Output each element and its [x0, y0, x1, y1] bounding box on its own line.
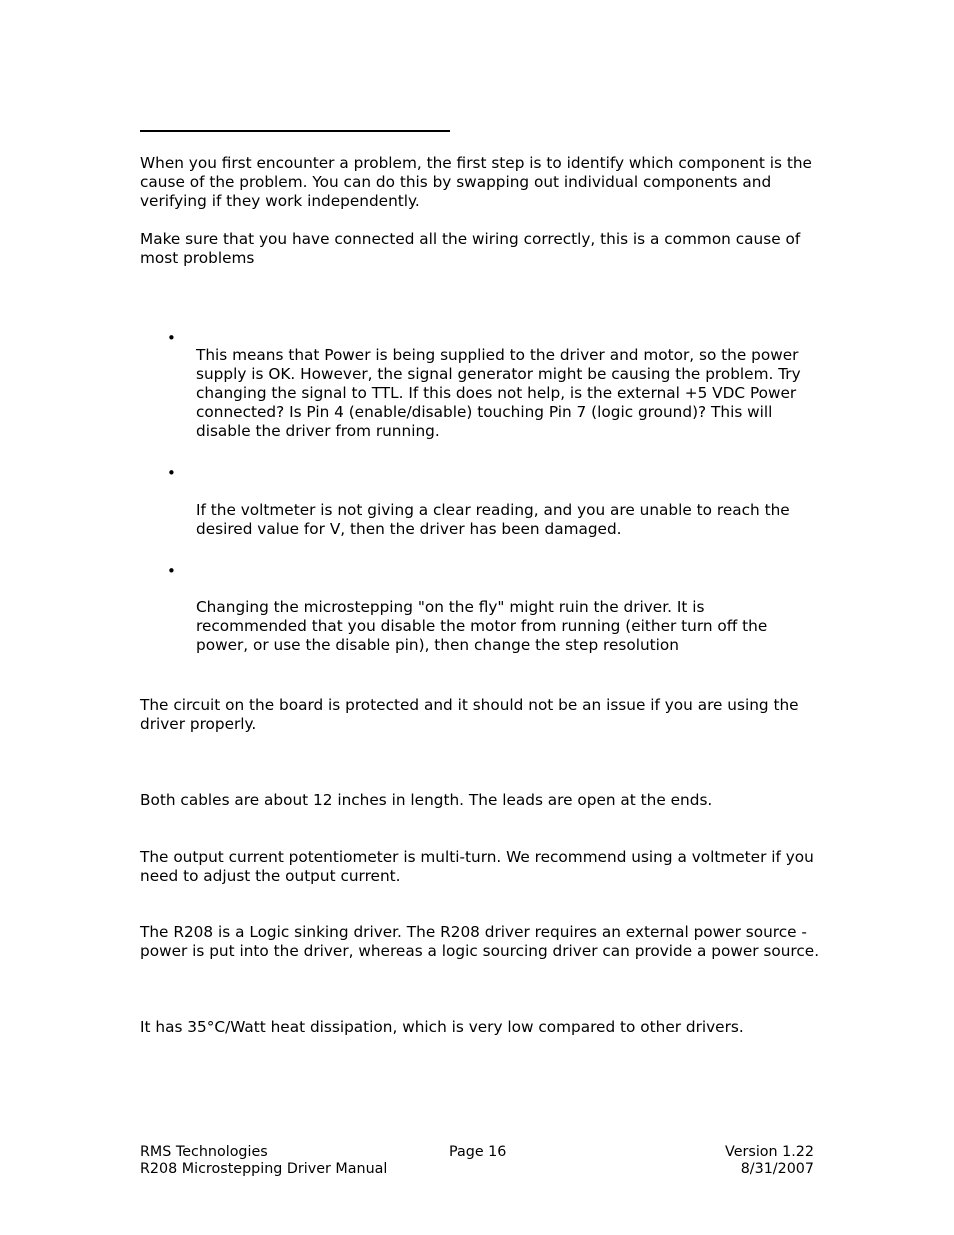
footer-date: 8/31/2007	[740, 1161, 814, 1177]
footer-right	[725, 1144, 814, 1178]
footer-company: RMS Technologies	[140, 1144, 268, 1160]
faq-answer-logic-sinking: The R208 is a Logic sinking driver. The R208 driver requires an external power source - power is put into the driver, whereas a logic sourcing driver can provide a power source.	[140, 923, 820, 960]
footer-version: Version 1.22	[725, 1144, 814, 1160]
faq-answer-cables: Both cables are about 12 inches in length. The leads are open at the ends.	[140, 791, 713, 809]
footer-left	[140, 1144, 387, 1178]
faq-answer-circuit: The circuit on the board is protected and it should not be an issue if you are using the driver properly.	[140, 696, 799, 733]
intro-paragraph-2: Make sure that you have connected all the wiring correctly, this is a common cause of most problems	[140, 230, 801, 267]
faq-answer-potentiometer: The output current potentiometer is multi-turn. We recommend using a voltmeter if you need to adjust the output current.	[140, 848, 814, 885]
footer-center	[449, 1144, 506, 1161]
section-heading-underline	[140, 130, 450, 132]
bullet-paragraph-1: This means that Power is being supplied to the driver and motor, so the power supply is OK. However, the signal generator might be causing the problem. Try changing the signal to TTL. If this does not help, is the external +5 VDC Power connected? Is Pin 4 (enable/disable) touching Pin 7 (logic ground)? This will disable the driver from running.	[196, 346, 801, 440]
bullet-marker-1: •	[167, 329, 176, 347]
bullet-paragraph-3: Changing the microstepping "on the fly" might ruin the driver. It is recommended that you disable the motor from running (either turn off the power, or use the disable pin), then change the step resolution	[196, 598, 768, 654]
bullet-paragraph-2: If the voltmeter is not giving a clear reading, and you are unable to reach the desired value for V, then the driver has been damaged.	[196, 501, 790, 538]
faq-answer-heat: It has 35°C/Watt heat dissipation, which is very low compared to other drivers.	[140, 1018, 744, 1036]
bullet-marker-2: •	[167, 464, 176, 482]
footer-page-number: Page 16	[449, 1144, 507, 1160]
intro-paragraph-1: When you first encounter a problem, the first step is to identify which component is the cause of the problem. You can do this by swapping out individual components and verifying if they work independently.	[140, 154, 812, 210]
bullet-marker-3: •	[167, 562, 176, 580]
footer-manual-title: R208 Microstepping Driver Manual	[140, 1161, 388, 1177]
